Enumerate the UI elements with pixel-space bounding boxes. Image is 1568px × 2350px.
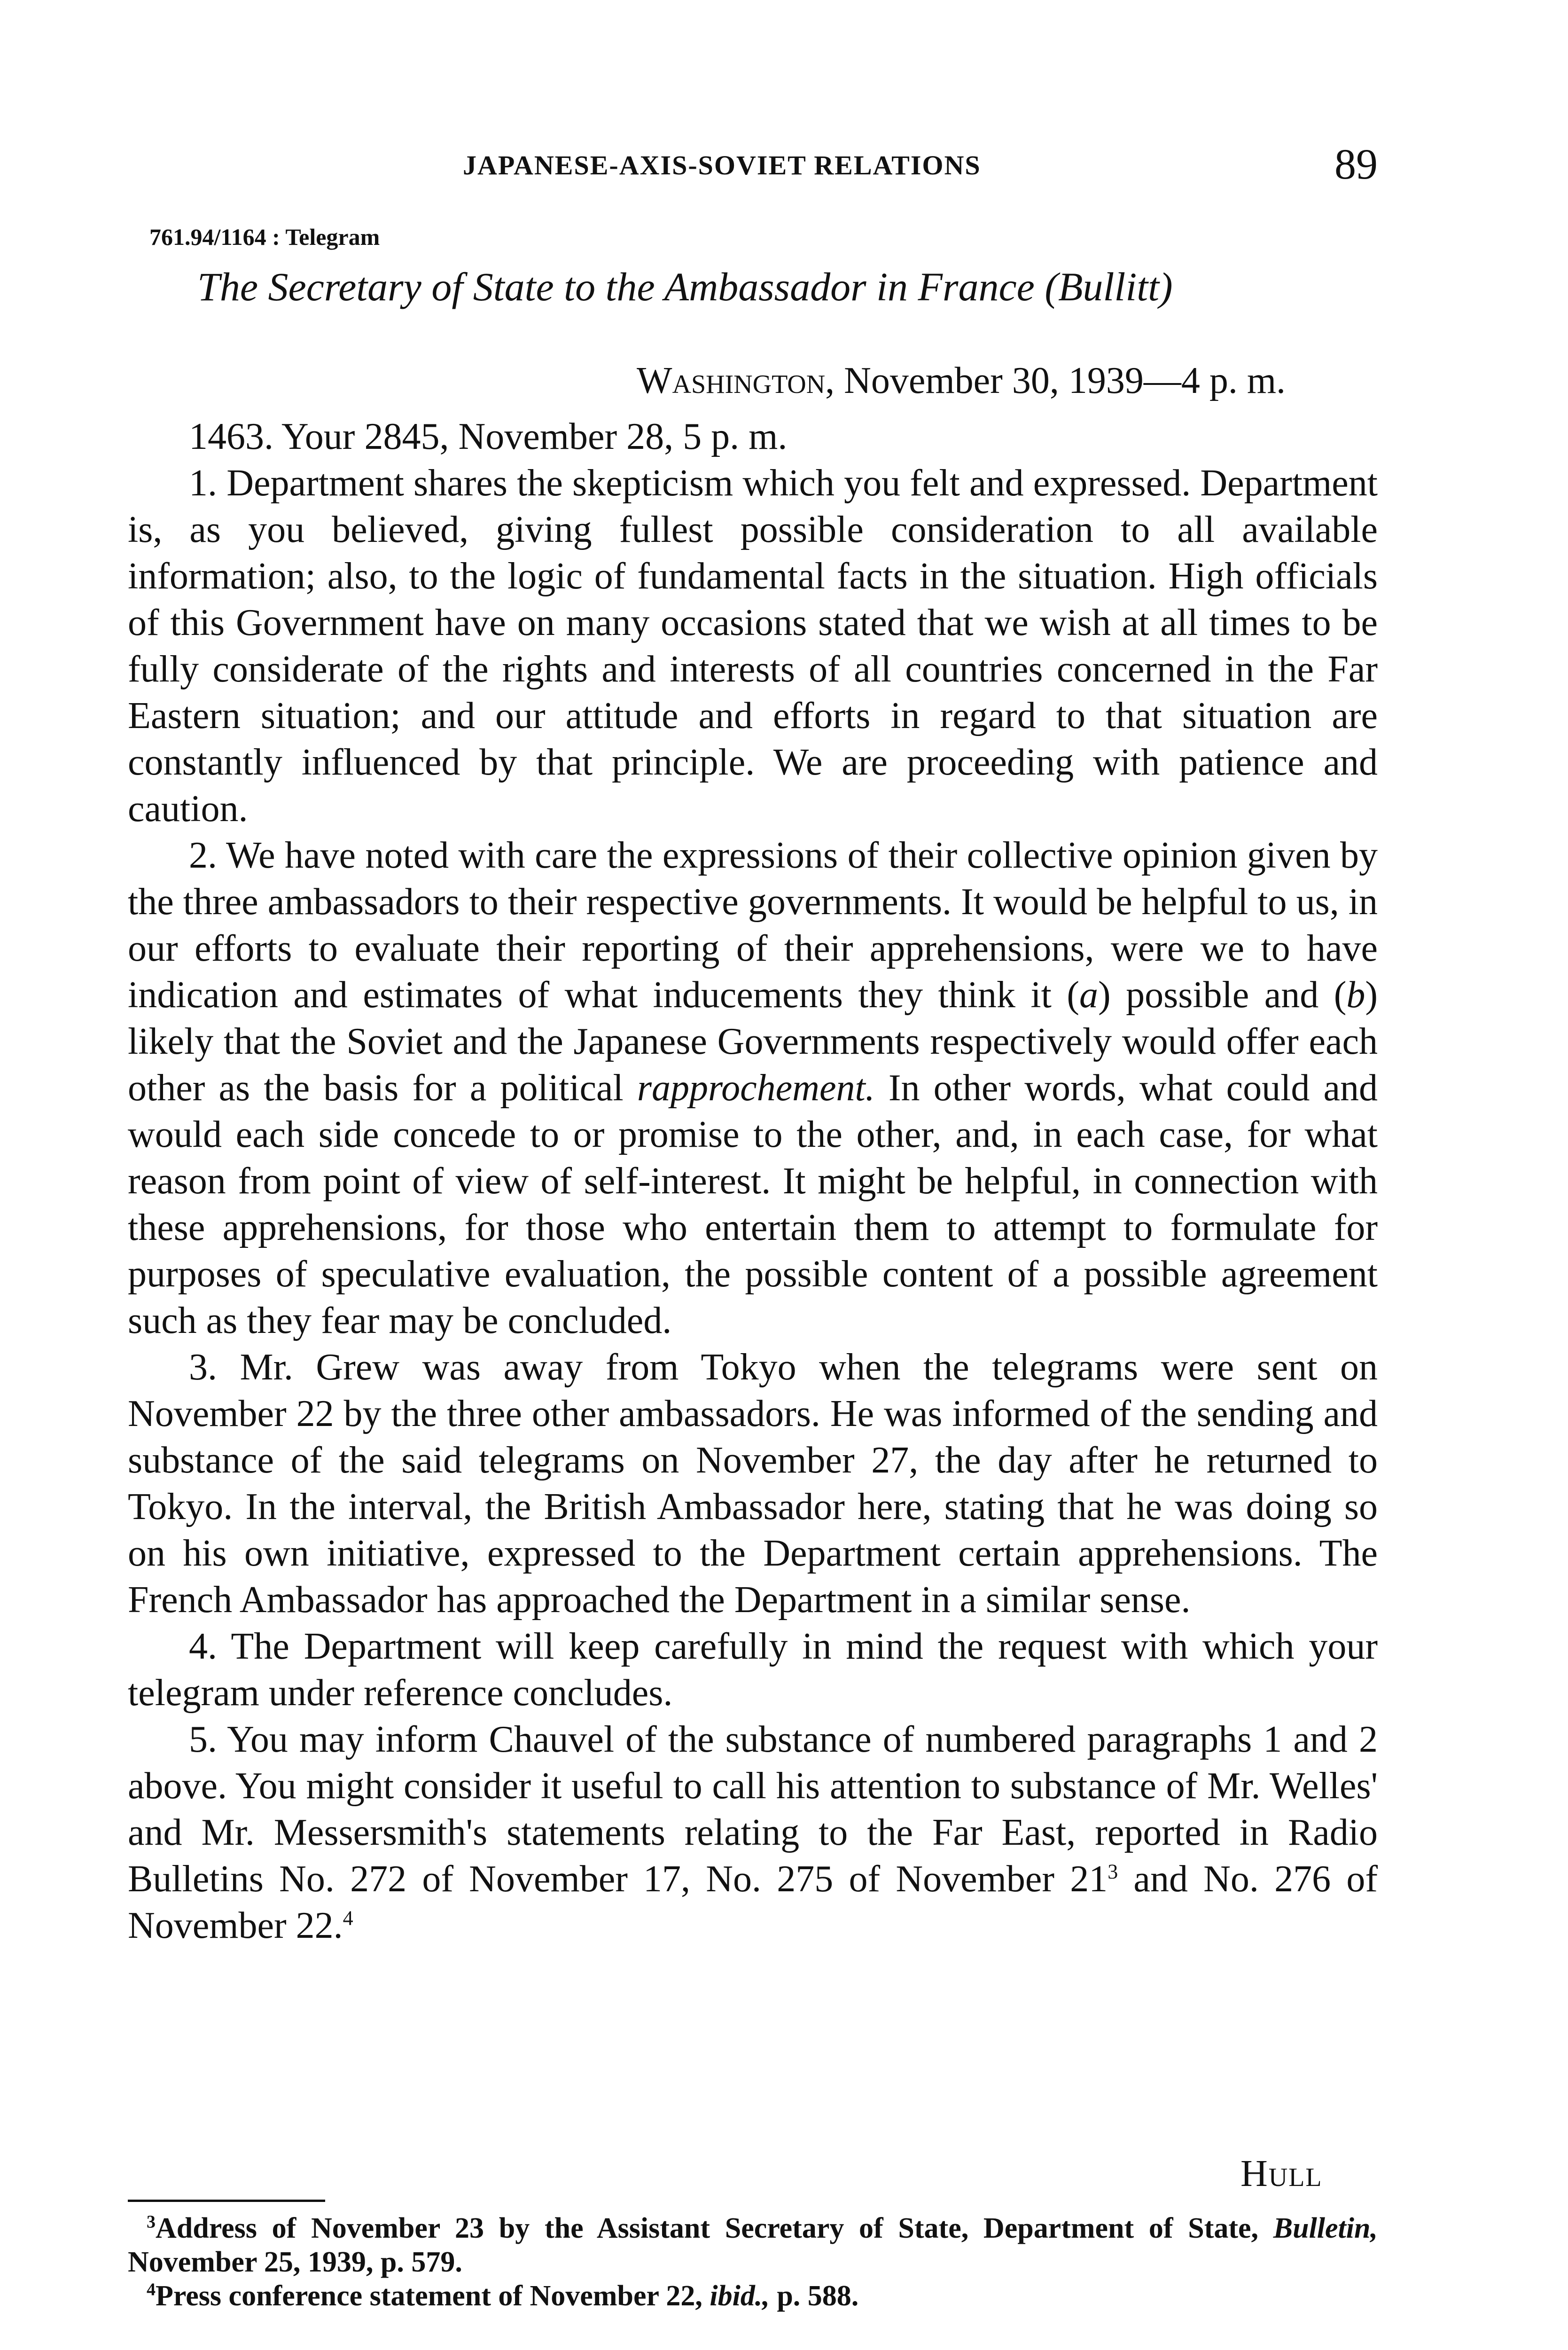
footnote-4-text-a: Press conference statement of November 22, xyxy=(156,2280,710,2312)
page-number: 89 xyxy=(1334,140,1378,188)
paragraph-2-part-c: ) likely that the Soviet and the Japanese Governments respectively would offer each other as the basis for a political xyxy=(128,974,1378,1109)
footnote-4 xyxy=(128,2279,1378,2313)
footnote-ref-4: 4 xyxy=(343,1906,353,1930)
paragraph-5-part-a: 5. You may inform Chauvel of the substance of numbered paragraphs 1 and 2 above. You might consider it useful to call his attention to substance of Mr. Welles' and Mr. Messersmith's statements relating to the Far East, reported in Radio Bulletins No. 272 of November 17, No. 275 of November 21 xyxy=(128,1719,1378,1900)
footnote-divider xyxy=(128,2200,325,2202)
telegram-body xyxy=(128,414,1378,1949)
paragraph-2-part-b: ) possible and ( xyxy=(1098,974,1347,1016)
document-heading: The Secretary of State to the Ambassador in France (Bullitt) xyxy=(197,264,1173,309)
footnote-4-text-b: p. 588. xyxy=(769,2280,859,2312)
footnote-3 xyxy=(128,2211,1378,2279)
signature: Hull xyxy=(1240,2153,1323,2194)
footnote-4-italic: ibid., xyxy=(710,2280,770,2312)
paragraph-3: 3. Mr. Grew was away from Tokyo when the telegrams were sent on November 22 by the three other ambassadors. He was informed of the sending and substance of the said telegrams on November 27, the day after he returned to Tokyo. In the interval, the British Ambassador here, stating that he was doing so on his own initiative, expressed to the Department certain apprehensions. The French Ambassador has approached the Department in a similar sense. xyxy=(128,1347,1378,1621)
paragraph-2-letter-b: b xyxy=(1346,974,1365,1016)
paragraph-5-part-b: and No. 276 of November 22. xyxy=(128,1858,1378,1946)
paragraph-2-part-d: In other words, what could and would each side concede to or promise to the other, and, in each case, for what reason from point of view of self-interest. It might be helpful, in connection with these apprehensions, for those who entertain them to attempt to formulate for purposes of speculative evaluation, the possible content of a possible agreement such as they fear may be concluded. xyxy=(128,1067,1378,1341)
paragraph-1: 1. Department shares the skepticism which you felt and expressed. Department is, as you believed, giving fullest possible consideration to all available information; also, to the logic of fundamental facts in the situation. High officials of this Government have on many occasions stated that we wish at all times to be fully considerate of the rights and interests of all countries concerned in the Far Eastern situation; and our attitude and efforts in regard to that situation are constantly influenced by that principle. We are proceeding with patience and caution. xyxy=(128,462,1378,830)
running-header xyxy=(0,140,1568,206)
paragraph-reference: 1463. Your 2845, November 28, 5 p. m. xyxy=(189,416,788,457)
dateline-date: , November 30, 1939—4 p. m. xyxy=(825,360,1286,401)
footnote-3-italic: Bulletin, xyxy=(1273,2212,1378,2244)
footnote-3-text-b: November 25, 1939, p. 579. xyxy=(128,2246,462,2278)
footnote-3-mark: 3 xyxy=(147,2212,156,2232)
paragraph-2 xyxy=(128,832,1378,1344)
dateline-place: Washington xyxy=(637,360,826,401)
footnote-4-mark: 4 xyxy=(147,2280,156,2300)
footnote-ref-3: 3 xyxy=(1108,1860,1118,1883)
footnote-3-text-a: Address of November 23 by the Assistant Secretary of State, Department of State, xyxy=(156,2212,1273,2244)
dateline xyxy=(637,360,1286,402)
paragraph-2-letter-a: a xyxy=(1079,974,1098,1016)
file-reference: 761.94/1164 : Telegram xyxy=(149,224,380,250)
paragraph-2-part-a: 2. We have noted with care the expressions of their collective opinion given by the three ambassadors to their respective governments. It would be helpful to us, in our efforts to evaluate their reporting of their apprehensions, were we to have indication and estimates of what inducements they think it ( xyxy=(128,835,1378,1016)
paragraph-5 xyxy=(128,1716,1378,1949)
paragraph-4: 4. The Department will keep carefully in mind the request with which your telegram under reference concludes. xyxy=(128,1626,1378,1714)
paragraph-2-term: rapprochement. xyxy=(637,1067,875,1109)
footnotes xyxy=(128,2211,1378,2313)
running-title: JAPANESE-AXIS-SOVIET RELATIONS xyxy=(463,150,981,180)
